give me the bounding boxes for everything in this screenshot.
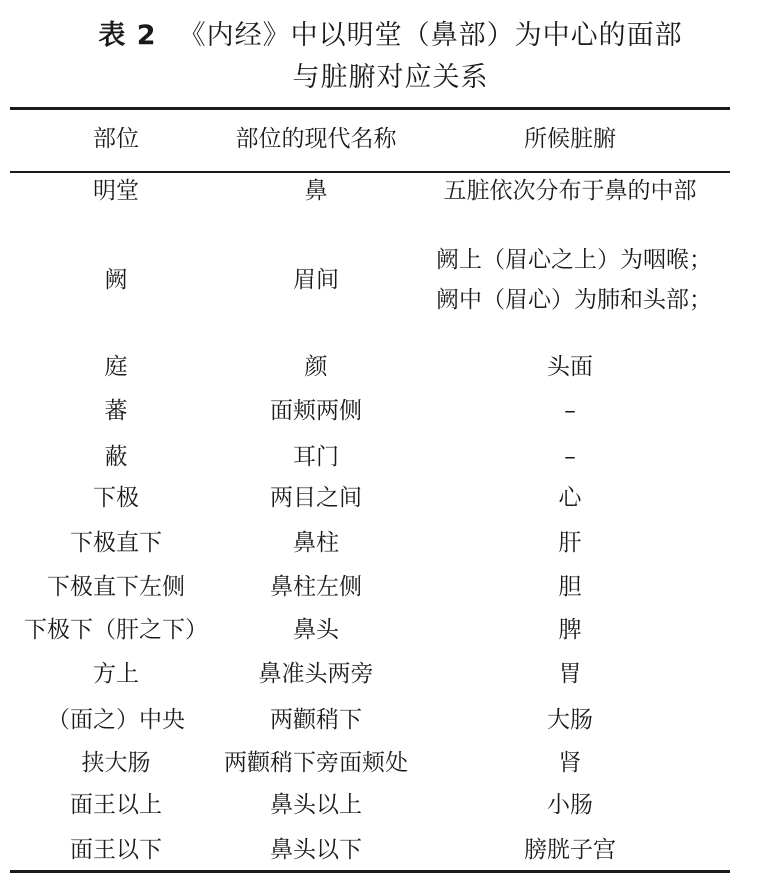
cell-part: （面之）中央 (47, 707, 185, 733)
cell-modern-name: 鼻头以下 (270, 837, 362, 863)
cell-part: 蔽 (104, 444, 128, 470)
cell-organ: 胆 (558, 574, 582, 600)
table-title-line1: 《内经》中以明堂（鼻部）为中心的面部 (178, 20, 683, 51)
cell-part: 下极直下 (70, 530, 162, 556)
cell-part: 挟大肠 (81, 750, 151, 776)
cell-organ: – (564, 444, 576, 470)
cell-organ: 肝 (558, 530, 582, 556)
cell-organ: 膀胱子宫 (524, 837, 616, 863)
table-title-line2: 与脏腑对应关系 (292, 62, 489, 93)
table-bottom-rule (10, 870, 730, 873)
cell-modern-name: 鼻头 (293, 617, 339, 643)
cell-part: 明堂 (93, 178, 139, 204)
cell-organ: – (564, 398, 576, 424)
cell-organ: 头面 (547, 354, 593, 380)
table-header-rule (10, 171, 730, 173)
cell-organ-line: 阙中（眉心）为肺和头部； (436, 287, 712, 313)
cell-organ-line: 阙上（眉心之上）为咽喉； (436, 247, 712, 273)
cell-organ: 大肠 (547, 707, 593, 733)
cell-modern-name: 颜 (304, 354, 328, 380)
cell-modern-name: 鼻头以上 (270, 792, 362, 818)
cell-organ (436, 240, 736, 320)
cell-organ: 五脏依次分布于鼻的中部 (443, 178, 697, 204)
cell-part: 方上 (93, 661, 139, 687)
table-number: 表 2 (98, 20, 157, 51)
cell-organ: 肾 (558, 750, 582, 776)
cell-modern-name: 眉间 (293, 267, 339, 293)
cell-part: 蕃 (104, 398, 128, 424)
table-top-rule (10, 107, 730, 110)
table-title (0, 18, 781, 54)
cell-modern-name: 鼻柱 (293, 530, 339, 556)
cell-part: 下极 (93, 485, 139, 511)
cell-organ: 脾 (558, 617, 582, 643)
cell-modern-name: 鼻 (304, 178, 328, 204)
cell-organ: 心 (558, 485, 582, 511)
cell-part: 下极下（肝之下） (24, 617, 208, 643)
cell-part: 面王以上 (70, 792, 162, 818)
cell-part: 面王以下 (70, 837, 162, 863)
cell-part: 庭 (104, 354, 128, 380)
cell-part: 下极直下左侧 (47, 574, 185, 600)
cell-modern-name: 面颊两侧 (270, 398, 362, 424)
header-organ: 所候脏腑 (524, 126, 616, 152)
cell-modern-name: 两颧稍下旁面颊处 (224, 750, 408, 776)
cell-modern-name: 两颧稍下 (270, 707, 362, 733)
cell-part: 阙 (104, 267, 128, 293)
cell-organ: 胃 (558, 661, 582, 687)
cell-modern-name: 耳门 (293, 444, 339, 470)
cell-organ: 小肠 (547, 792, 593, 818)
cell-modern-name: 鼻准头两旁 (258, 661, 374, 687)
cell-modern-name: 两目之间 (270, 485, 362, 511)
header-modern-name: 部位的现代名称 (235, 126, 397, 152)
header-part: 部位 (93, 126, 139, 152)
cell-modern-name: 鼻柱左侧 (270, 574, 362, 600)
